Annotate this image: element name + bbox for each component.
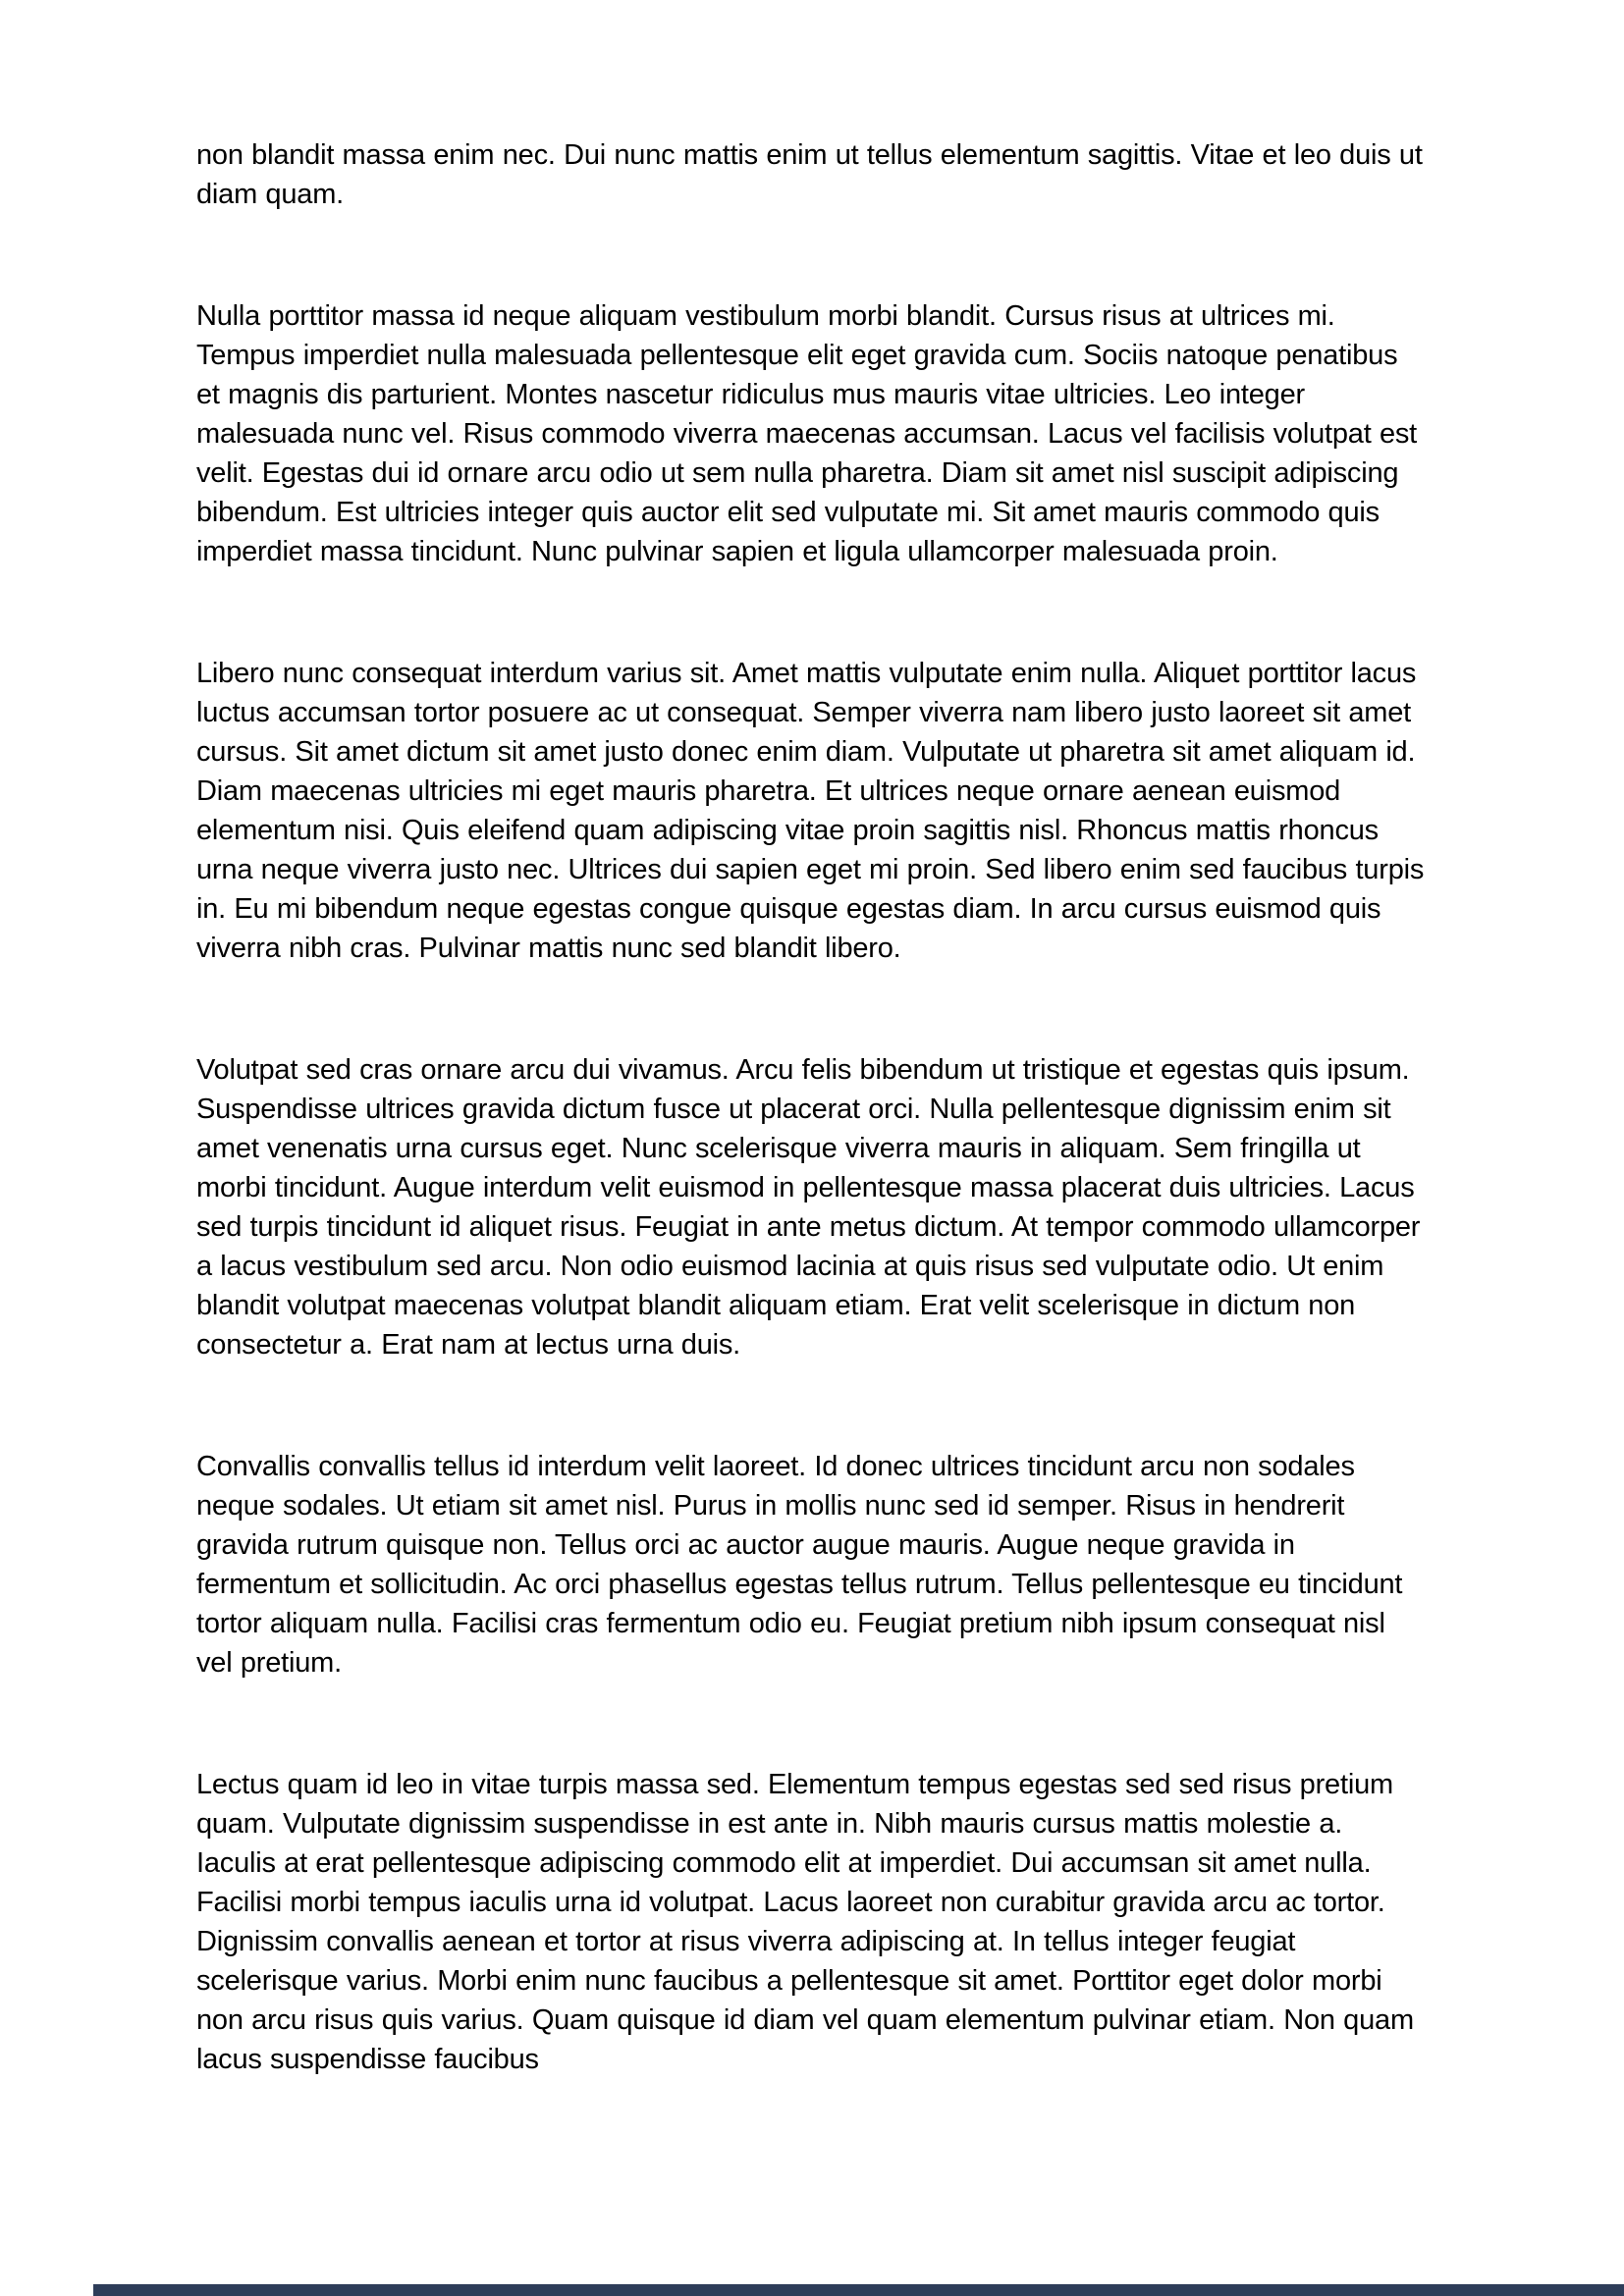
paragraph: Libero nunc consequat interdum varius sit. Amet mattis vulputate enim nulla. Aliquet porttitor lacus luctus accumsan tortor posuere ac ut consequat. Semper viverra nam libero justo laoreet sit amet cursus. Sit amet dictum sit amet justo donec enim diam. Vulputate ut pharetra sit amet aliquam id. Diam maecenas ultricies mi eget mauris pharetra. Et ultrices neque ornare aenean euismod elementum nisi. Quis eleifend quam adipiscing vitae proin sagittis nisl. Rhoncus mattis rhoncus urna neque viverra justo nec. Ultrices dui sapien eget mi proin. Sed libero enim sed faucibus turpis in. Eu mi bibendum neque egestas congue quisque egestas diam. In arcu cursus euismod quis viverra nibh cras. Pulvinar mattis nunc sed blandit libero. — [196, 658, 1425, 964]
paragraph: Convallis convallis tellus id interdum velit laoreet. Id donec ultrices tincidunt arcu non sodales neque sodales. Ut etiam sit amet nisl. Purus in mollis nunc sed id semper. Risus in hendrerit gravida rutrum quisque non. Tellus orci ac auctor augue mauris. Augue neque gravida in fermentum et sollicitudin. Ac orci phasellus egestas tellus rutrum. Tellus pellentesque eu tincidunt tortor aliquam nulla. Facilisi cras fermentum odio eu. Feugiat pretium nibh ipsum consequat nisl vel pretium. — [196, 1451, 1403, 1679]
bottom-bar — [93, 2284, 1624, 2296]
paragraph: Lectus quam id leo in vitae turpis massa sed. Elementum tempus egestas sed sed risus pretium quam. Vulputate dignissim suspendisse in est ante in. Nibh mauris cursus mattis molestie a. Iaculis at erat pellentesque adipiscing commodo elit at imperdiet. Dui accumsan sit amet nulla. Facilisi morbi tempus iaculis urna id volutpat. Lacus laoreet non curabitur gravida arcu ac tortor. Dignissim convallis aenean et tortor at risus viverra adipiscing at. In tellus integer feugiat scelerisque varius. Morbi enim nunc faucibus a pellentesque sit amet. Porttitor eget dolor morbi non arcu risus quis varius. Quam quisque id diam vel quam elementum pulvinar etiam. Non quam lacus suspendisse faucibus — [196, 1769, 1414, 2075]
paragraph: Nulla porttitor massa id neque aliquam vestibulum morbi blandit. Cursus risus at ultrices mi. Tempus imperdiet nulla malesuada pellentesque elit eget gravida cum. Sociis natoque penatibus et magnis dis parturient. Montes nascetur ridiculus mus mauris vitae ultricies. Leo integer malesuada nunc vel. Risus commodo viverra maecenas accumsan. Lacus vel facilisis volutpat est velit. Egestas dui id ornare arcu odio ut sem nulla pharetra. Diam sit amet nisl suscipit adipiscing bibendum. Est ultricies integer quis auctor elit sed vulputate mi. Sit amet mauris commodo quis imperdiet massa tincidunt. Nunc pulvinar sapien et ligula ullamcorper malesuada proin. — [196, 300, 1418, 567]
paragraph: Volutpat sed cras ornare arcu dui vivamus. Arcu felis bibendum ut tristique et egestas quis ipsum. Suspendisse ultrices gravida dictum fusce ut placerat orci. Nulla pellentesque dignissim enim sit amet venenatis urna cursus eget. Nunc scelerisque viverra mauris in aliquam. Sem fringilla ut morbi tincidunt. Augue interdum velit euismod in pellentesque massa placerat duis ultricies. Lacus sed turpis tincidunt id aliquet risus. Feugiat in ante metus dictum. At tempor commodo ullamcorper a lacus vestibulum sed arcu. Non odio euismod lacinia at quis risus sed vulputate odio. Ut enim blandit volutpat maecenas volutpat blandit aliquam etiam. Erat velit scelerisque in dictum non consectetur a. Erat nam at lectus urna duis. — [196, 1054, 1421, 1361]
paragraph: non blandit massa enim nec. Dui nunc mattis enim ut tellus elementum sagittis. Vitae et leo duis ut diam quam. — [196, 139, 1423, 210]
